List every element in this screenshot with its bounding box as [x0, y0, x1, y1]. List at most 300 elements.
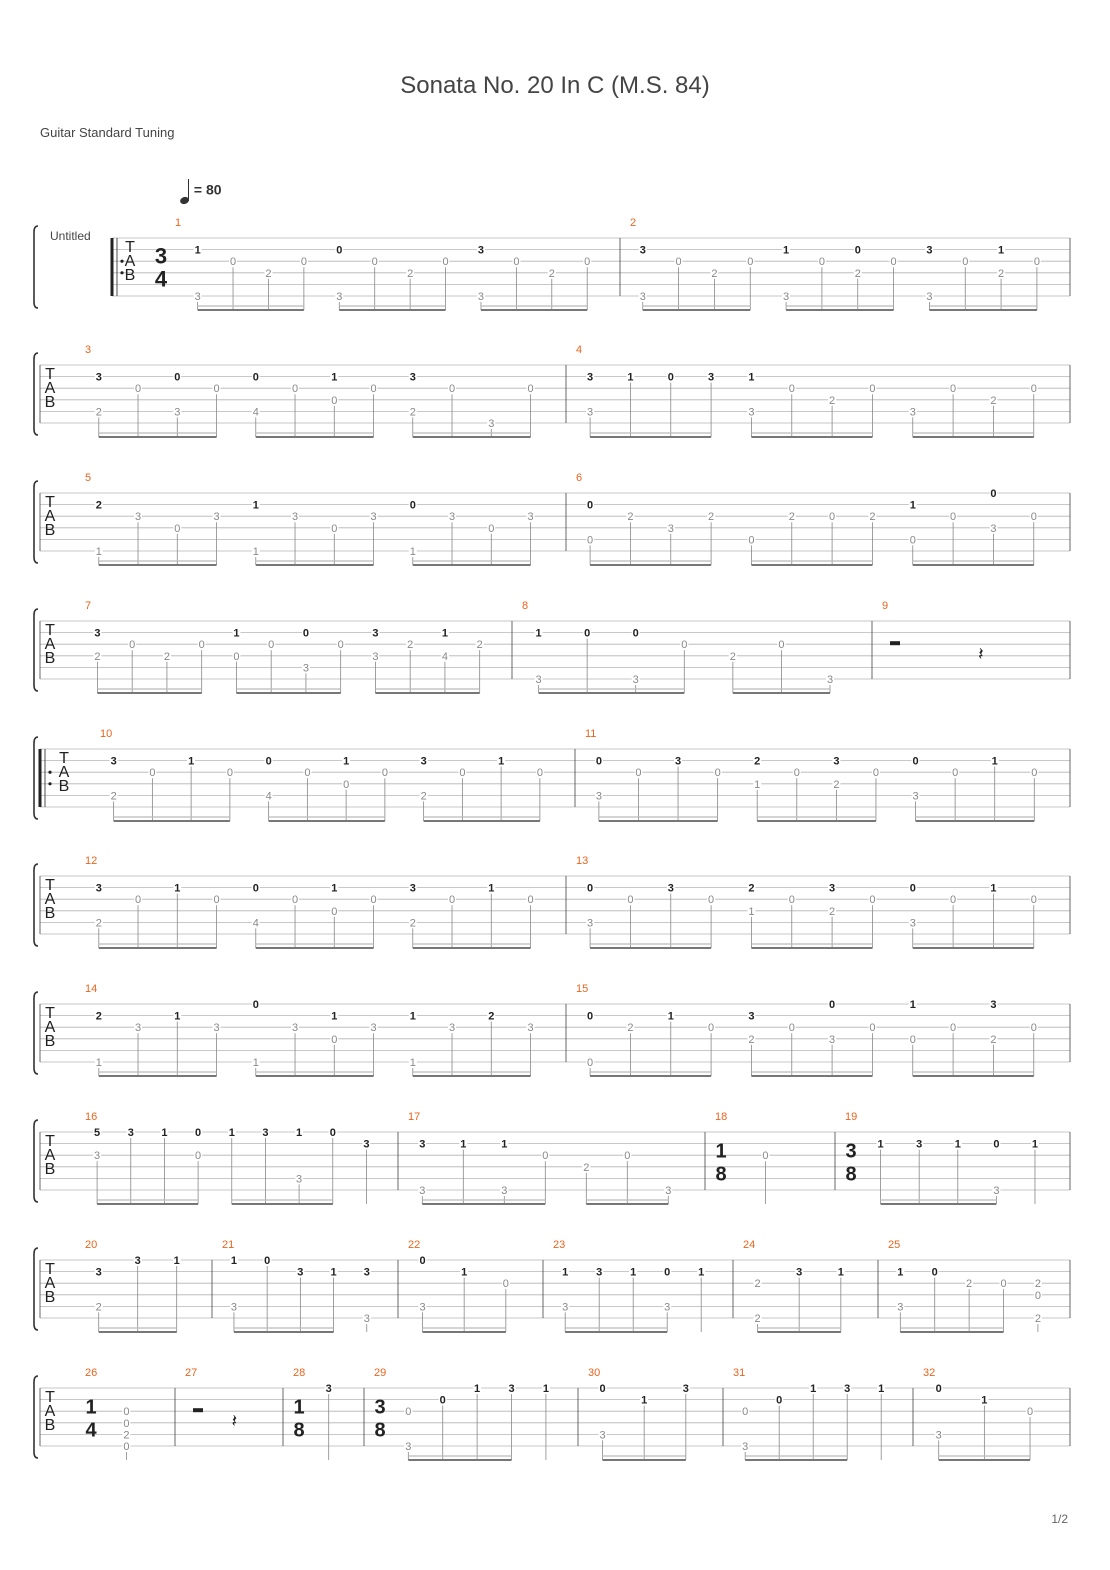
fret-number: 0: [1033, 256, 1040, 269]
fret-number: 0: [872, 767, 880, 780]
measure-number: 11: [585, 728, 597, 740]
fret-number: 0: [587, 1010, 594, 1023]
fret-number: 0: [419, 1255, 426, 1267]
fret-number: 0: [536, 767, 543, 780]
fret-number: 1: [173, 1255, 180, 1267]
fret-number: 0: [909, 534, 916, 547]
fret-number: 1: [252, 1057, 259, 1069]
quarter-rest: 𝄽: [978, 643, 984, 664]
system-brace: [34, 226, 38, 308]
measure-number: 5: [85, 472, 92, 484]
time-signature-numerator: 1: [293, 1396, 305, 1419]
fret-number: 3: [639, 291, 646, 303]
fret-number: 2: [420, 790, 427, 803]
fret-number: 2: [829, 394, 836, 407]
fret-number: 3: [826, 674, 834, 686]
fret-number: 3: [134, 1255, 141, 1267]
fret-number: 0: [912, 755, 919, 768]
measure-number: 22: [408, 1239, 421, 1251]
fret-number: 3: [829, 1033, 836, 1046]
measure-number: 8: [522, 600, 529, 612]
fret-number: 0: [587, 882, 594, 895]
fret-number: 3: [213, 1022, 220, 1035]
measure-number: 10: [100, 728, 113, 740]
fret-number: 0: [788, 383, 795, 396]
fret-number: 2: [627, 511, 634, 524]
fret-number: 0: [134, 383, 142, 396]
tab-clef-letter: T: [45, 876, 55, 894]
fret-number: 3: [993, 1185, 1000, 1197]
fret-number: 3: [174, 406, 181, 419]
tuning-label: Guitar Standard Tuning: [40, 125, 175, 140]
fret-number: 1: [95, 546, 102, 558]
fret-number: 0: [409, 499, 416, 512]
time-signature-numerator: 3: [154, 243, 168, 269]
fret-number: 1: [627, 371, 634, 384]
fret-number: 1: [174, 1010, 181, 1023]
fret-number: 1: [230, 1255, 238, 1267]
fret-number: 1: [174, 882, 181, 895]
fret-number: 0: [195, 1127, 202, 1139]
fret-number: 2: [754, 1278, 761, 1291]
fret-number: 0: [331, 522, 338, 535]
tab-clef-letter: B: [44, 1032, 56, 1050]
fret-number: 0: [990, 488, 997, 500]
tab-clef-letter: A: [44, 1274, 56, 1292]
fret-number: 3: [127, 1127, 134, 1139]
fret-number: 0: [747, 256, 754, 269]
measure-number: 29: [374, 1367, 387, 1379]
fret-number: 0: [291, 894, 299, 907]
fret-number: 0: [788, 1022, 795, 1035]
fret-number: 2: [754, 1313, 761, 1325]
fret-number: 1: [252, 499, 259, 512]
tab-clef-letter: A: [44, 1018, 56, 1036]
fret-number: 0: [252, 999, 259, 1011]
fret-number: 1: [343, 755, 350, 768]
track-name: Untitled: [50, 229, 91, 243]
fret-number: 2: [833, 778, 840, 791]
fret-number: 3: [363, 1266, 370, 1279]
fret-number: 3: [665, 1185, 672, 1197]
fret-number: 3: [664, 1301, 671, 1314]
fret-number: 2: [548, 267, 555, 280]
tab-clef-letter: T: [45, 365, 55, 383]
fret-number: 0: [869, 1022, 876, 1035]
fret-number: 3: [667, 522, 674, 535]
fret-number: 2: [95, 917, 102, 930]
fret-number: 3: [748, 1010, 755, 1023]
time-signature-numerator: 3: [374, 1396, 386, 1419]
repeat-dot: [120, 271, 123, 274]
fret-number: 2: [627, 1022, 634, 1035]
fret-number: 1: [233, 627, 240, 640]
measure-number: 13: [576, 855, 589, 867]
fret-number: 1: [409, 1057, 416, 1069]
repeat-dot: [120, 260, 123, 263]
tab-clef-letter: A: [58, 763, 70, 781]
fret-number: 3: [95, 882, 102, 895]
fret-number: 0: [226, 767, 233, 780]
fret-number: 0: [587, 534, 594, 547]
fret-number: 1: [535, 627, 542, 640]
fret-number: 3: [488, 418, 495, 430]
fret-number: 1: [998, 244, 1005, 257]
fret-number: 0: [252, 371, 259, 384]
fret-number: 0: [962, 256, 969, 269]
fret-number: 1: [641, 1394, 648, 1407]
fret-number: 3: [94, 1150, 101, 1163]
fret-number: 0: [198, 639, 205, 652]
fret-number: 0: [134, 894, 142, 907]
time-signature-denominator: 8: [374, 1419, 386, 1442]
fret-number: 3: [405, 1441, 412, 1453]
measure-number: 17: [408, 1111, 421, 1123]
fret-number: 1: [878, 1383, 885, 1395]
fret-number: 3: [527, 1022, 534, 1035]
fret-number: 1: [331, 1010, 338, 1023]
tab-clef-letter: T: [45, 621, 55, 639]
time-signature-denominator: 4: [85, 1419, 97, 1442]
tab-clef-letter: B: [44, 1416, 56, 1434]
fret-number: 1: [474, 1383, 481, 1395]
fret-number: 0: [708, 1022, 715, 1035]
fret-number: 2: [409, 917, 416, 930]
fret-number: 0: [708, 894, 715, 907]
fret-number: 0: [331, 1033, 338, 1046]
page-number: 1/2: [1051, 1512, 1068, 1526]
fret-number: 1: [991, 755, 998, 768]
fret-number: 0: [1030, 511, 1037, 524]
fret-number: 3: [599, 1429, 606, 1442]
measure-number: 24: [743, 1239, 756, 1251]
fret-number: 3: [370, 511, 377, 524]
fret-number: 3: [372, 650, 379, 663]
system-brace: [34, 737, 38, 819]
fret-number: 2: [708, 511, 715, 524]
fret-number: 3: [194, 291, 201, 303]
fret-number: 0: [331, 905, 338, 918]
fret-number: 0: [599, 1383, 606, 1395]
fret-number: 3: [682, 1383, 689, 1395]
fret-number: 0: [587, 499, 594, 512]
fret-number: 2: [754, 755, 761, 768]
fret-number: 0: [890, 256, 897, 269]
fret-number: 0: [584, 256, 591, 269]
fret-number: 3: [95, 1266, 102, 1279]
fret-number: 1: [1031, 1138, 1039, 1151]
fret-number: 0: [174, 371, 181, 384]
fret-number: 0: [488, 522, 495, 535]
fret-number: 0: [829, 999, 836, 1011]
repeat-dot: [48, 771, 51, 774]
half-rest: [193, 1408, 203, 1412]
fret-number: 0: [681, 639, 688, 652]
fret-number: 0: [264, 1255, 271, 1267]
fret-number: 1: [877, 1138, 884, 1151]
tab-clef-letter: B: [44, 1160, 56, 1178]
fret-number: 0: [627, 894, 634, 907]
system-brace: [34, 992, 38, 1074]
fret-number: 2: [110, 790, 117, 803]
fret-number: 2: [829, 905, 836, 918]
fret-number: 3: [477, 291, 485, 303]
tab-clef-letter: B: [44, 1288, 56, 1306]
fret-number: 0: [265, 755, 272, 768]
fret-number: 2: [748, 882, 755, 895]
fret-number: 2: [729, 650, 736, 663]
fret-number: 0: [675, 256, 682, 269]
half-rest: [890, 641, 900, 645]
fret-number: 3: [742, 1441, 749, 1453]
time-signature-denominator: 4: [154, 266, 168, 292]
fret-number: 1: [228, 1127, 235, 1139]
fret-number: 3: [291, 511, 299, 524]
measure-number: 19: [845, 1111, 858, 1123]
fret-number: 2: [869, 511, 876, 524]
fret-number: 1: [441, 627, 448, 640]
fret-number: 3: [829, 882, 836, 895]
time-signature-denominator: 8: [715, 1163, 727, 1186]
measure-number: 26: [85, 1367, 98, 1379]
fret-number: 3: [363, 1313, 370, 1325]
fret-number: 1: [194, 244, 201, 257]
fret-number: 3: [95, 371, 102, 384]
tab-clef-letter: T: [59, 749, 69, 767]
fret-number: 1: [562, 1266, 569, 1279]
fret-number: 3: [296, 1173, 303, 1186]
measure-number: 7: [85, 600, 92, 612]
fret-number: 0: [300, 256, 307, 269]
fret-number: 0: [229, 256, 237, 269]
fret-number: 2: [476, 639, 483, 652]
fret-number: 2: [1034, 1278, 1041, 1291]
tab-clef-letter: A: [44, 379, 56, 397]
fret-number: 0: [195, 1150, 202, 1163]
repeat-dot: [48, 782, 51, 785]
tab-clef-letter: B: [44, 904, 56, 922]
measure-number: 4: [576, 344, 583, 356]
fret-number: 3: [909, 917, 916, 930]
fret-number: 3: [501, 1185, 508, 1197]
fret-number: 3: [844, 1383, 851, 1395]
fret-number: 0: [370, 383, 377, 396]
fret-number: 2: [990, 394, 997, 407]
tempo-value: = 80: [193, 181, 222, 198]
fret-number: 1: [460, 1138, 467, 1151]
fret-number: 4: [252, 917, 259, 930]
fret-number: 3: [508, 1383, 515, 1395]
fret-number: 3: [419, 1185, 426, 1197]
fret-number: 0: [667, 371, 674, 384]
fret-number: 1: [188, 755, 195, 768]
fret-number: 2: [998, 267, 1005, 280]
fret-number: 1: [331, 882, 338, 895]
fret-number: 0: [788, 894, 795, 907]
fret-number: 0: [624, 1150, 631, 1163]
time-signature-numerator: 1: [85, 1396, 97, 1419]
measure-number: 2: [630, 217, 637, 229]
fret-number: 3: [708, 371, 715, 384]
fret-number: 3: [370, 1022, 377, 1035]
fret-number: 5: [94, 1127, 101, 1139]
tab-clef-letter: B: [44, 521, 56, 539]
time-signature-denominator: 8: [845, 1163, 857, 1186]
fret-number: 0: [714, 767, 721, 780]
fret-number: 0: [213, 383, 220, 396]
quarter-rest: 𝄽: [231, 1410, 238, 1431]
fret-number: 0: [748, 534, 755, 547]
fret-number: 3: [372, 627, 379, 640]
fret-number: 2: [788, 511, 795, 524]
fret-number: 3: [527, 511, 534, 524]
fret-number: 2: [265, 267, 272, 280]
fret-number: 1: [897, 1266, 904, 1279]
fret-number: 0: [1034, 1289, 1041, 1302]
fret-number: 0: [584, 627, 591, 640]
fret-number: 2: [854, 267, 861, 280]
fret-number: 1: [409, 546, 416, 558]
tab-clef-letter: T: [45, 1132, 55, 1150]
fret-number: 0: [869, 383, 876, 396]
system-brace: [34, 1376, 38, 1458]
tab-clef-letter: A: [44, 1146, 56, 1164]
fret-number: 0: [174, 522, 181, 535]
fret-number: 4: [441, 650, 448, 663]
fret-number: 3: [667, 882, 674, 895]
measure-number: 6: [576, 472, 583, 484]
fret-number: 0: [252, 882, 259, 895]
fret-number: 0: [337, 639, 344, 652]
measure-number: 20: [85, 1239, 98, 1251]
fret-number: 0: [448, 383, 456, 396]
fret-number: 3: [448, 511, 456, 524]
fret-number: 2: [94, 650, 101, 663]
fret-number: 0: [950, 383, 957, 396]
fret-number: 3: [674, 755, 682, 768]
fret-number: 0: [635, 767, 642, 780]
measure-number: 31: [733, 1367, 746, 1379]
fret-number: 2: [583, 1161, 590, 1174]
fret-number: 0: [268, 639, 275, 652]
fret-number: 0: [329, 1127, 336, 1139]
fret-number: 3: [833, 755, 840, 768]
fret-number: 0: [778, 639, 785, 652]
fret-number: 0: [331, 394, 338, 407]
fret-number: 0: [1030, 1022, 1037, 1035]
fret-number: 3: [409, 371, 416, 384]
fret-number: 0: [1030, 383, 1037, 396]
fret-number: 1: [667, 1010, 674, 1023]
tab-clef-letter: B: [58, 777, 70, 795]
fret-number: 4: [252, 406, 259, 419]
fret-number: 3: [562, 1301, 569, 1314]
fret-number: 0: [502, 1278, 509, 1291]
system-brace: [34, 1248, 38, 1330]
fret-number: 3: [302, 662, 309, 675]
fret-number: 1: [409, 1010, 416, 1023]
fret-number: 3: [291, 1022, 299, 1035]
fret-number: 3: [926, 291, 933, 303]
fret-number: 1: [461, 1266, 468, 1279]
fret-number: 1: [748, 371, 755, 384]
tab-clef-letter: B: [44, 393, 56, 411]
fret-number: 0: [370, 894, 377, 907]
fret-number: 0: [632, 627, 639, 640]
fret-number: 4: [265, 790, 272, 803]
fret-number: 2: [711, 267, 718, 280]
fret-number: 0: [304, 767, 311, 780]
fret-number: 3: [134, 1022, 142, 1035]
fret-number: 0: [793, 767, 800, 780]
fret-number: 3: [110, 755, 117, 768]
fret-number: 3: [134, 511, 142, 524]
measure-number: 12: [85, 855, 98, 867]
fret-number: 2: [748, 1033, 755, 1046]
fret-number: 2: [966, 1278, 973, 1291]
system-brace: [34, 1120, 38, 1202]
fret-number: 3: [262, 1127, 269, 1139]
fret-number: 1: [783, 244, 790, 257]
fret-number: 0: [343, 778, 350, 791]
fret-number: 0: [123, 1406, 130, 1419]
fret-number: 3: [409, 882, 416, 895]
fret-number: 0: [459, 767, 466, 780]
fret-number: 0: [1030, 894, 1037, 907]
fret-number: 3: [909, 406, 916, 419]
fret-number: 3: [639, 244, 646, 257]
fret-number: 2: [409, 406, 416, 419]
tab-clef-letter: A: [44, 635, 56, 653]
fret-number: 1: [754, 778, 761, 791]
fret-number: 0: [818, 256, 825, 269]
fret-number: 1: [95, 1057, 102, 1069]
fret-number: 3: [94, 627, 101, 640]
fret-number: 2: [95, 1301, 102, 1314]
measure-number: 16: [85, 1111, 98, 1123]
fret-number: 3: [990, 522, 997, 535]
tab-clef-letter: T: [125, 238, 135, 256]
fret-number: 0: [776, 1394, 783, 1407]
fret-number: 2: [163, 650, 170, 663]
fret-number: 2: [407, 639, 414, 652]
fret-number: 2: [95, 499, 102, 512]
tab-clef-letter: T: [45, 1004, 55, 1022]
fret-number: 3: [926, 244, 933, 257]
fret-number: 0: [869, 894, 876, 907]
fret-number: 2: [123, 1429, 130, 1442]
fret-number: 0: [587, 1057, 594, 1069]
fret-number: 3: [632, 674, 639, 686]
fret-number: 0: [405, 1406, 412, 1419]
fret-number: 3: [587, 406, 594, 419]
fret-number: 3: [595, 790, 602, 803]
fret-number: 1: [909, 999, 916, 1011]
fret-number: 1: [990, 882, 997, 895]
fret-number: 0: [1000, 1278, 1007, 1291]
fret-number: 0: [664, 1266, 671, 1279]
fret-number: 0: [302, 627, 309, 640]
fret-number: 0: [527, 894, 534, 907]
fret-number: 0: [935, 1383, 942, 1395]
fret-number: 1: [330, 1266, 337, 1279]
fret-number: 1: [331, 371, 338, 384]
fret-number: 0: [123, 1417, 130, 1430]
time-signature-denominator: 8: [293, 1419, 305, 1442]
fret-number: 3: [783, 291, 790, 303]
fret-number: 0: [1031, 767, 1038, 780]
fret-number: 0: [123, 1441, 130, 1453]
